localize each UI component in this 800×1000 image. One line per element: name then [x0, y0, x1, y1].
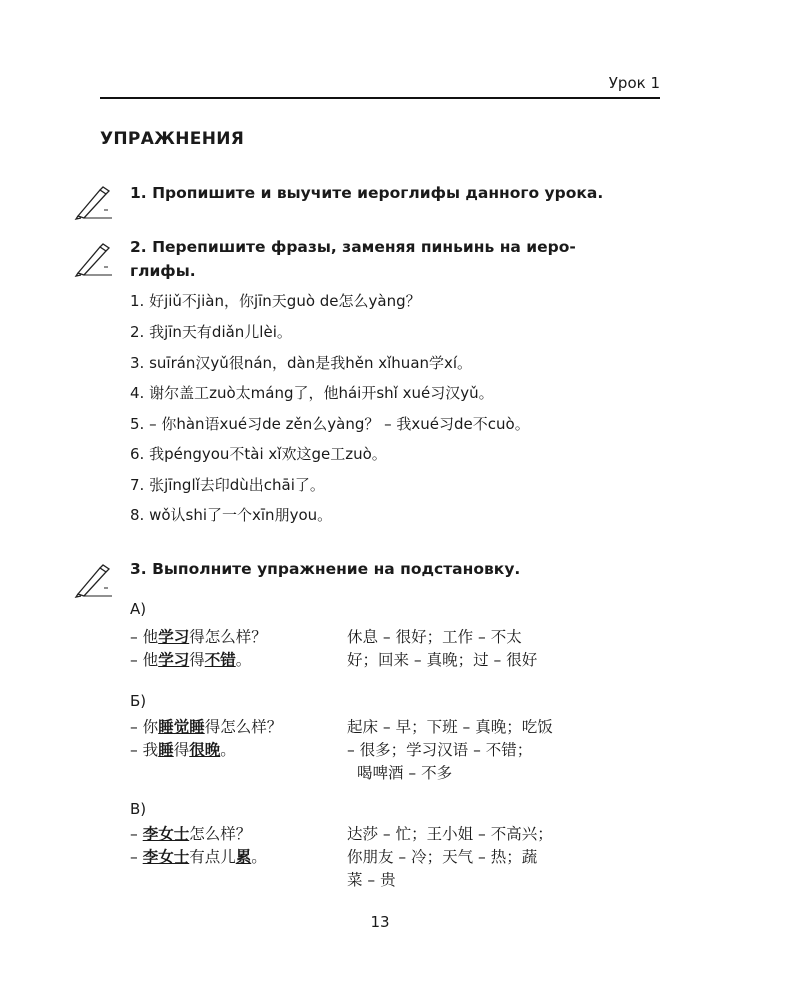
- part-a-answer: – 他学习得不错。: [130, 651, 252, 669]
- pencil-icon: [74, 243, 114, 277]
- part-b-answer: – 我睡得很晚。: [130, 741, 236, 759]
- phrase-item: 1. 好jiǔ不jiàn，你jīn天guò de怎么yàng？: [130, 292, 421, 310]
- pencil-icon: [74, 564, 114, 598]
- substitution-word: 李女士: [142, 848, 190, 866]
- phrase-item: 8. wǒ认shi了一个xīn朋you。: [130, 506, 333, 524]
- exercise-1-title: 1. Пропишите и выучите иероглифы данного урока.: [130, 184, 604, 202]
- section-heading: УПРАЖНЕНИЯ: [100, 129, 245, 149]
- part-b-options: 起床 – 早；下班 – 真晚；吃饭: [347, 718, 553, 736]
- part-c-options: 达莎 – 忙；王小姐 – 不高兴；: [347, 825, 553, 843]
- exercise-2-title-line2: глифы.: [130, 262, 196, 280]
- part-c-options: 菜 – 贵: [347, 871, 396, 889]
- part-b-options: – 很多；学习汉语 – 不错；: [347, 741, 533, 759]
- substitution-word: 李女士: [142, 825, 190, 843]
- exercise-3-title: 3. Выполните упражнение на подстановку.: [130, 560, 521, 578]
- exercise-2-title-line1: 2. Перепишите фразы, заменяя пиньинь на иеро-: [130, 238, 576, 256]
- phrase-item: 6. 我péngyou不tài xǐ欢这ge工zuò。: [130, 445, 387, 463]
- substitution-word: 累: [235, 848, 252, 866]
- part-b-options: 喝啤酒 – 不多: [357, 764, 453, 782]
- substitution-word: 学习: [158, 628, 190, 646]
- page-number: 13: [370, 913, 390, 931]
- phrase-item: 7. 张jīnglǐ去印dù出chāi了。: [130, 476, 325, 494]
- part-b-label: Б): [130, 692, 147, 710]
- pencil-icon: [74, 186, 114, 220]
- part-b-question: – 你睡觉睡得怎么样？: [130, 718, 283, 736]
- part-a-options: 休息 – 很好；工作 – 不太: [347, 628, 522, 646]
- part-c-answer: – 李女士有点儿累。: [130, 848, 267, 866]
- substitution-word: 睡: [158, 741, 174, 759]
- phrase-item: 5. – 你hàn语xué习de zěn么yàng？ – 我xué习de不cuò。: [130, 415, 530, 433]
- substitution-word: 学习: [158, 651, 190, 669]
- substitution-word: 不错: [204, 651, 236, 669]
- phrase-item: 3. suīrán汉yǔ很nán，dàn是我hěn xǐhuan学xí。: [130, 354, 473, 372]
- phrase-item: 2. 我jīn天有diǎn儿lèi。: [130, 323, 292, 341]
- lesson-header: Урок 1: [608, 74, 660, 92]
- substitution-word: 睡觉睡: [158, 718, 205, 736]
- part-c-label: В): [130, 800, 147, 818]
- part-a-question: – 他学习得怎么样？: [130, 628, 267, 646]
- part-a-label: А): [130, 600, 147, 618]
- part-a-options: 好；回来 – 真晚；过 – 很好: [347, 651, 538, 669]
- part-c-question: – 李女士怎么样？: [130, 825, 252, 843]
- header-rule: [100, 97, 660, 99]
- substitution-word: 很晚: [189, 741, 221, 759]
- part-c-options: 你朋友 – 冷；天气 – 热；蔬: [347, 848, 538, 866]
- phrase-item: 4. 谢尔盖工zuò太máng了，他hái开shǐ xué习汉yǔ。: [130, 384, 494, 402]
